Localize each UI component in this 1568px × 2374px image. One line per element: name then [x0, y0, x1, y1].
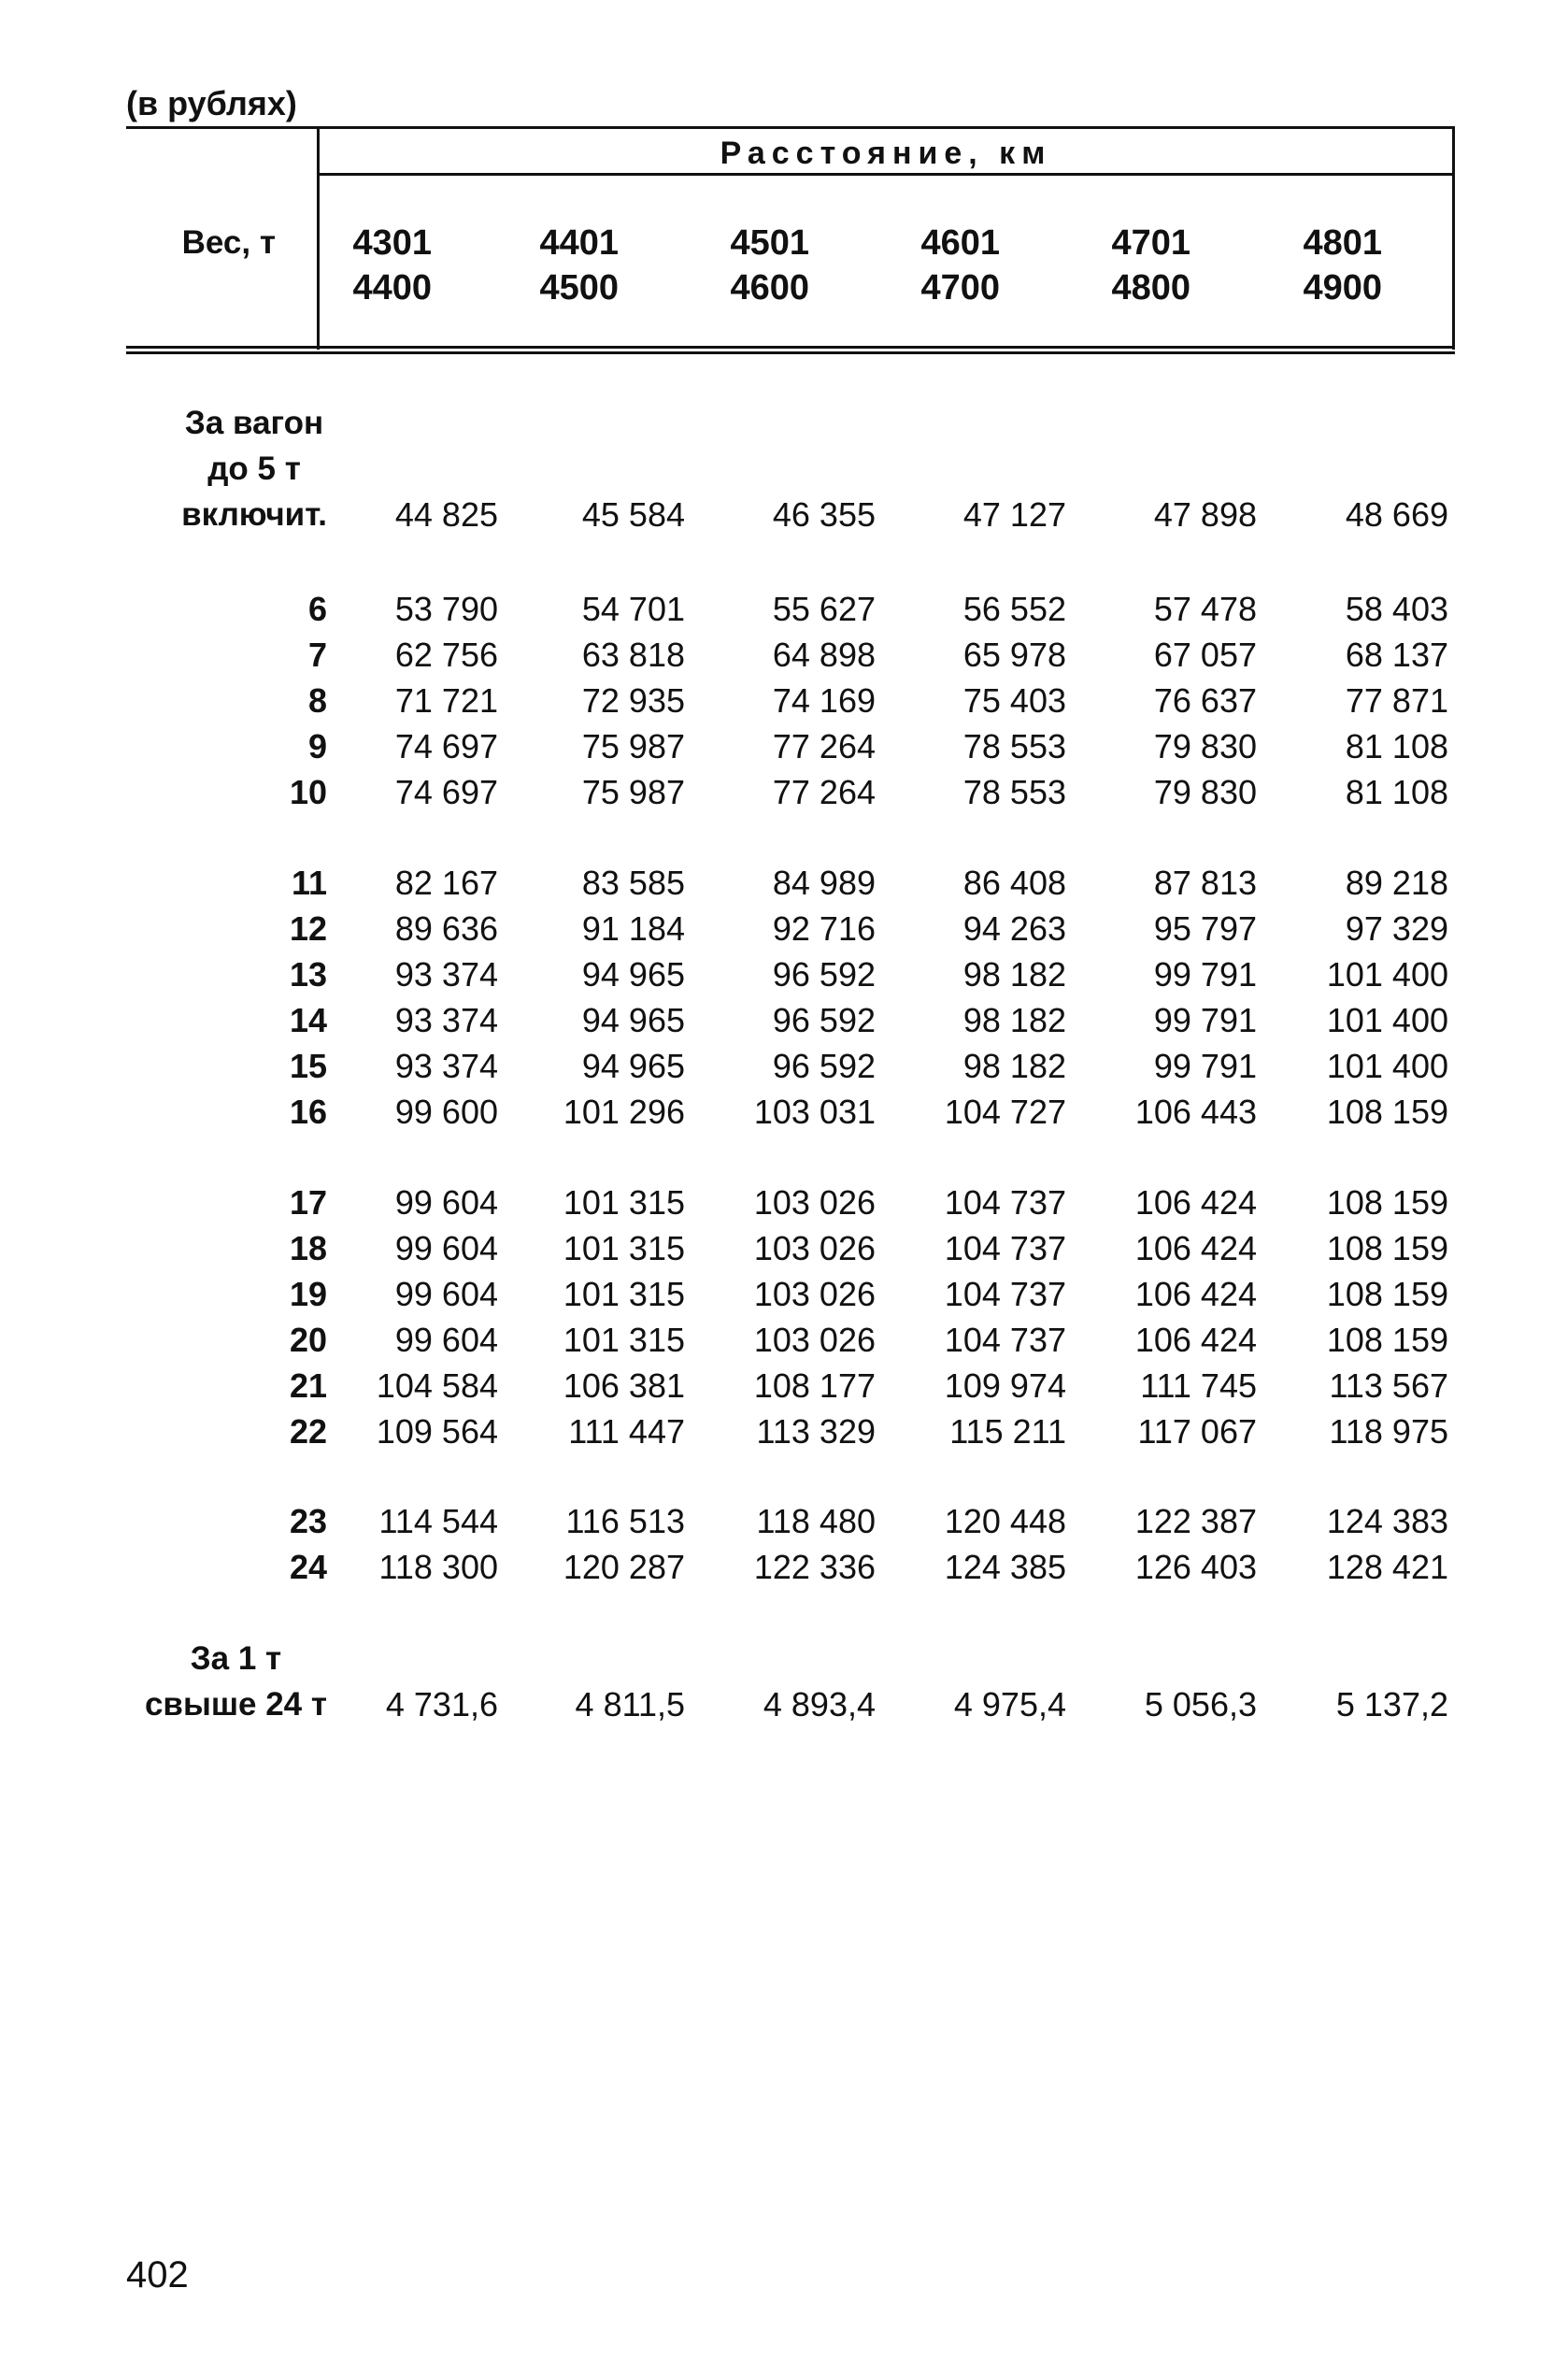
range-to: 4700 — [920, 268, 1000, 307]
weight-label: 14 — [289, 1001, 327, 1039]
weight-label: 17 — [289, 1183, 327, 1222]
price-cell: 104 584 — [376, 1366, 498, 1405]
price-cell: 118 300 — [378, 1548, 498, 1586]
distance-range-column — [1233, 221, 1382, 310]
price-cell: 53 790 — [394, 590, 498, 628]
price-cell: 101 315 — [563, 1183, 685, 1222]
weight-label: 22 — [289, 1412, 327, 1451]
price-cell: 77 871 — [1345, 681, 1448, 720]
weight-label: 6 — [307, 590, 327, 628]
price-cell: 86 408 — [962, 864, 1066, 902]
price-cell: 5 137,2 — [1335, 1685, 1448, 1723]
price-cell: 75 987 — [581, 727, 685, 765]
price-cell: 122 387 — [1134, 1502, 1257, 1540]
price-cell: 113 329 — [756, 1412, 876, 1451]
price-cell: 108 159 — [1326, 1275, 1448, 1313]
price-cell: 71 721 — [394, 681, 498, 720]
price-cell: 99 604 — [394, 1321, 498, 1359]
price-cell: 117 067 — [1137, 1412, 1257, 1451]
price-cell: 96 592 — [772, 955, 876, 994]
header-right-border — [1452, 129, 1455, 350]
price-cell: 46 355 — [772, 495, 876, 534]
weight-label: 23 — [289, 1502, 327, 1540]
price-cell: 108 177 — [753, 1366, 876, 1405]
price-cell: 94 965 — [581, 1047, 685, 1085]
table-row — [0, 997, 1568, 1043]
price-cell: 63 818 — [581, 636, 685, 674]
price-cell: 4 731,6 — [385, 1685, 498, 1723]
wagon-label-line: до 5 т — [207, 450, 301, 487]
per-ton-label-line: свыше 24 т — [144, 1686, 327, 1723]
range-from: 4801 — [1303, 223, 1382, 263]
price-cell: 75 987 — [581, 773, 685, 811]
price-cell: 91 184 — [581, 909, 685, 948]
price-cell: 68 137 — [1345, 636, 1448, 674]
price-cell: 95 797 — [1153, 909, 1257, 948]
price-cell: 75 403 — [962, 681, 1066, 720]
price-cell: 120 287 — [563, 1548, 685, 1586]
weight-label: 11 — [291, 864, 327, 902]
table-row — [0, 1544, 1568, 1590]
price-cell: 122 336 — [753, 1548, 876, 1586]
price-cell: 99 604 — [394, 1229, 498, 1267]
price-cell: 77 264 — [772, 773, 876, 811]
price-cell: 109 974 — [944, 1366, 1066, 1405]
price-cell: 44 825 — [394, 495, 498, 534]
price-cell: 4 893,4 — [763, 1685, 876, 1723]
price-cell: 57 478 — [1153, 590, 1257, 628]
weight-label: 18 — [289, 1229, 327, 1267]
price-cell: 94 263 — [962, 909, 1066, 948]
price-cell: 89 218 — [1345, 864, 1448, 902]
price-cell: 4 811,5 — [575, 1685, 685, 1723]
price-cell: 115 211 — [949, 1412, 1066, 1451]
distance-range-column — [660, 221, 809, 310]
price-cell: 101 315 — [563, 1229, 685, 1267]
table-header — [126, 126, 1455, 354]
table-row — [0, 1225, 1568, 1271]
price-cell: 62 756 — [394, 636, 498, 674]
table-row — [0, 1043, 1568, 1089]
price-cell: 64 898 — [772, 636, 876, 674]
table-row — [0, 951, 1568, 997]
price-cell: 99 791 — [1153, 1001, 1257, 1039]
price-cell: 79 830 — [1153, 773, 1257, 811]
table-row — [0, 1498, 1568, 1544]
price-cell: 114 544 — [378, 1502, 498, 1540]
range-to: 4600 — [730, 268, 809, 307]
price-cell: 104 737 — [944, 1229, 1066, 1267]
range-from: 4501 — [730, 223, 809, 263]
weight-label: 15 — [289, 1047, 327, 1085]
price-cell: 99 604 — [394, 1183, 498, 1222]
price-cell: 98 182 — [962, 1001, 1066, 1039]
weight-label: 21 — [289, 1366, 327, 1405]
weight-label: 19 — [289, 1275, 327, 1313]
weight-label: 10 — [289, 773, 327, 811]
price-cell: 72 935 — [581, 681, 685, 720]
units-note: (в рублях) — [126, 84, 297, 122]
price-cell: 106 424 — [1134, 1229, 1257, 1267]
price-cell: 106 381 — [563, 1366, 685, 1405]
price-cell: 128 421 — [1326, 1548, 1448, 1586]
table-row — [0, 860, 1568, 906]
price-cell: 124 385 — [944, 1548, 1066, 1586]
price-cell: 47 127 — [962, 495, 1066, 534]
price-cell: 111 447 — [568, 1412, 685, 1451]
price-cell: 106 424 — [1134, 1321, 1257, 1359]
range-from: 4301 — [352, 223, 432, 263]
per-ton-row — [0, 1681, 1568, 1727]
price-cell: 74 697 — [394, 773, 498, 811]
wagon-row — [0, 492, 1568, 537]
table-row — [0, 1317, 1568, 1363]
price-cell: 77 264 — [772, 727, 876, 765]
range-to: 4400 — [352, 268, 432, 307]
price-cell: 47 898 — [1153, 495, 1257, 534]
range-to: 4500 — [539, 268, 619, 307]
price-cell: 58 403 — [1345, 590, 1448, 628]
price-cell: 96 592 — [772, 1047, 876, 1085]
price-cell: 106 424 — [1134, 1183, 1257, 1222]
page-number: 402 — [126, 2254, 189, 2295]
price-cell: 94 965 — [581, 955, 685, 994]
price-cell: 106 424 — [1134, 1275, 1257, 1313]
price-cell: 83 585 — [581, 864, 685, 902]
price-cell: 92 716 — [772, 909, 876, 948]
range-to: 4800 — [1111, 268, 1190, 307]
price-cell: 101 315 — [563, 1321, 685, 1359]
table-row — [0, 1409, 1568, 1454]
price-cell: 108 159 — [1326, 1093, 1448, 1131]
price-cell: 84 989 — [772, 864, 876, 902]
price-cell: 4 975,4 — [953, 1685, 1066, 1723]
price-cell: 93 374 — [394, 955, 498, 994]
price-cell: 101 400 — [1326, 1047, 1448, 1085]
price-cell: 56 552 — [962, 590, 1066, 628]
table-row — [0, 678, 1568, 723]
range-to: 4900 — [1303, 268, 1382, 307]
price-cell: 67 057 — [1153, 636, 1257, 674]
weight-label: 16 — [289, 1093, 327, 1131]
price-cell: 81 108 — [1345, 727, 1448, 765]
weight-label: 12 — [289, 909, 327, 948]
price-cell: 48 669 — [1345, 495, 1448, 534]
price-cell: 103 026 — [753, 1229, 876, 1267]
weight-label: 13 — [289, 955, 327, 994]
table-row — [0, 632, 1568, 678]
price-cell: 108 159 — [1326, 1229, 1448, 1267]
table-row — [0, 769, 1568, 815]
price-cell: 120 448 — [944, 1502, 1066, 1540]
price-cell: 103 026 — [753, 1275, 876, 1313]
price-cell: 103 026 — [753, 1321, 876, 1359]
table-row — [0, 906, 1568, 951]
weight-label: 7 — [307, 636, 327, 674]
price-cell: 126 403 — [1134, 1548, 1257, 1586]
range-from: 4601 — [920, 223, 1000, 263]
price-cell: 104 737 — [944, 1275, 1066, 1313]
table-row — [0, 1271, 1568, 1317]
price-cell: 87 813 — [1153, 864, 1257, 902]
price-cell: 99 600 — [394, 1093, 498, 1131]
price-cell: 78 553 — [962, 773, 1066, 811]
price-cell: 94 965 — [581, 1001, 685, 1039]
price-cell: 96 592 — [772, 1001, 876, 1039]
distance-range-column — [1041, 221, 1190, 310]
price-cell: 124 383 — [1326, 1502, 1448, 1540]
weight-label: 9 — [307, 727, 327, 765]
header-double-rule — [126, 346, 1455, 354]
price-cell: 113 567 — [1329, 1366, 1448, 1405]
price-cell: 106 443 — [1134, 1093, 1257, 1131]
distance-range-column — [469, 221, 619, 310]
price-cell: 98 182 — [962, 955, 1066, 994]
price-cell: 78 553 — [962, 727, 1066, 765]
price-cell: 76 637 — [1153, 681, 1257, 720]
price-cell: 65 978 — [962, 636, 1066, 674]
price-cell: 118 975 — [1329, 1412, 1448, 1451]
price-cell: 108 159 — [1326, 1183, 1448, 1222]
range-from: 4701 — [1111, 223, 1190, 263]
price-cell: 98 182 — [962, 1047, 1066, 1085]
price-cell: 104 737 — [944, 1183, 1066, 1222]
price-cell: 104 727 — [944, 1093, 1066, 1131]
price-cell: 54 701 — [581, 590, 685, 628]
table-row — [0, 1089, 1568, 1135]
wagon-label-line: За вагон — [184, 405, 324, 441]
table-row — [0, 586, 1568, 632]
price-cell: 79 830 — [1153, 727, 1257, 765]
price-cell: 99 604 — [394, 1275, 498, 1313]
weight-label: 24 — [289, 1548, 327, 1586]
price-cell: 111 745 — [1140, 1366, 1257, 1405]
price-cell: 101 400 — [1326, 955, 1448, 994]
price-cell: 116 513 — [565, 1502, 685, 1540]
price-cell: 103 026 — [753, 1183, 876, 1222]
weight-header: Вес, т — [181, 224, 276, 261]
price-cell: 93 374 — [394, 1047, 498, 1085]
price-cell: 101 315 — [563, 1275, 685, 1313]
price-cell: 97 329 — [1345, 909, 1448, 948]
price-cell: 74 697 — [394, 727, 498, 765]
price-cell: 101 400 — [1326, 1001, 1448, 1039]
price-cell: 45 584 — [581, 495, 685, 534]
wagon-label-line: включит. — [181, 496, 327, 533]
table-row — [0, 1180, 1568, 1225]
distance-range-column — [282, 221, 432, 310]
distance-range-column — [850, 221, 1000, 310]
price-cell: 109 564 — [376, 1412, 498, 1451]
price-cell: 82 167 — [394, 864, 498, 902]
price-cell: 93 374 — [394, 1001, 498, 1039]
price-cell: 103 031 — [753, 1093, 876, 1131]
price-cell: 101 296 — [563, 1093, 685, 1131]
price-cell: 118 480 — [756, 1502, 876, 1540]
price-cell: 89 636 — [394, 909, 498, 948]
price-cell: 5 056,3 — [1144, 1685, 1257, 1723]
distance-header: Расстояние, км — [720, 136, 1052, 171]
weight-label: 8 — [307, 681, 327, 720]
table-row — [0, 1363, 1568, 1409]
price-cell: 81 108 — [1345, 773, 1448, 811]
price-cell: 99 791 — [1153, 1047, 1257, 1085]
weight-label: 20 — [289, 1321, 327, 1359]
per-ton-label-line: За 1 т — [190, 1640, 282, 1677]
table-row — [0, 723, 1568, 769]
price-cell: 108 159 — [1326, 1321, 1448, 1359]
price-cell: 74 169 — [772, 681, 876, 720]
price-cell: 99 791 — [1153, 955, 1257, 994]
range-from: 4401 — [539, 223, 619, 263]
price-cell: 55 627 — [772, 590, 876, 628]
price-cell: 104 737 — [944, 1321, 1066, 1359]
